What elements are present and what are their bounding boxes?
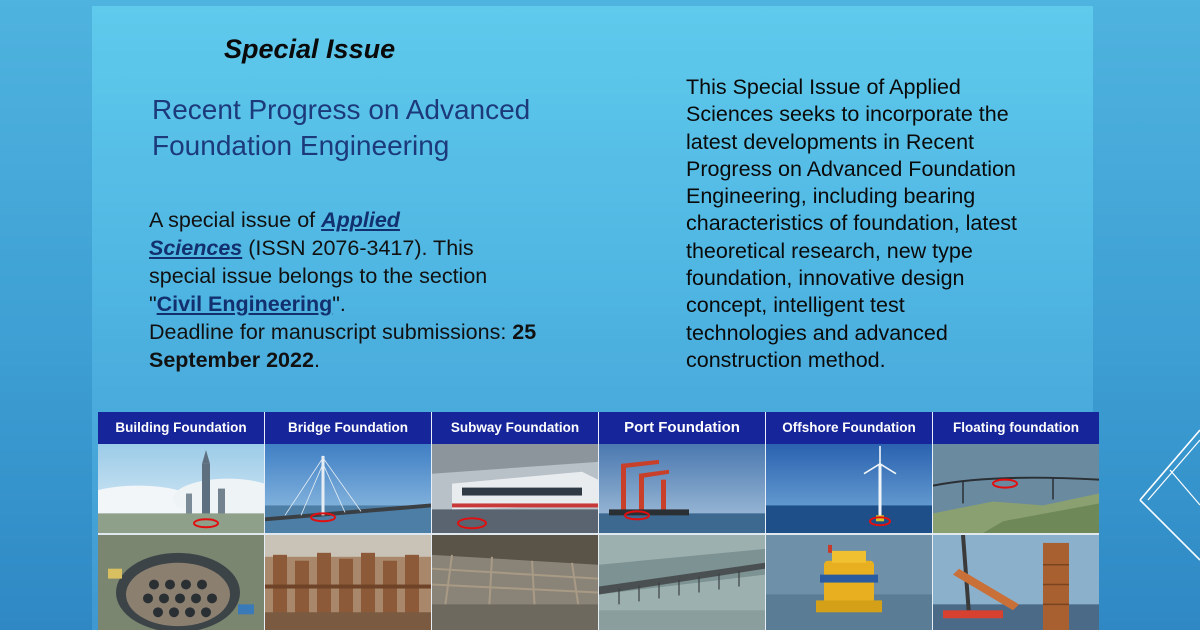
issue-prefix: A special issue of <box>149 208 322 232</box>
gallery-subway <box>431 412 598 630</box>
building-pit-photo <box>98 533 264 630</box>
category-label: Port Foundation <box>599 412 765 444</box>
gallery-bridge <box>264 412 431 630</box>
description-line: theoretical research, new type <box>686 238 973 263</box>
description-line: latest developments in Recent <box>686 129 975 154</box>
description-line: Engineering, including bearing <box>686 184 976 209</box>
special-issue-title <box>152 92 672 164</box>
description-line: characteristics of foundation, latest <box>686 211 1018 236</box>
category-label: Building Foundation <box>98 412 264 444</box>
gallery-port <box>598 412 765 630</box>
description-line: concept, intelligent test <box>686 293 905 318</box>
floating-pile-photo <box>933 533 1099 630</box>
offshore-platform-photo <box>766 533 932 630</box>
issn-text: (ISSN 2076-3417). This <box>242 236 474 260</box>
description-line: Progress on Advanced Foundation <box>686 156 1016 181</box>
bridge-piers-photo <box>265 533 431 630</box>
building-skyline-photo <box>98 444 264 533</box>
description-line: This Special Issue of Applied <box>686 75 961 99</box>
gallery-floating <box>932 412 1099 630</box>
floating-bridge-photo <box>933 444 1099 533</box>
journal-link[interactable]: Applied Sciences <box>149 208 400 260</box>
port-pier-photo <box>599 533 765 630</box>
deadline-label: Deadline for manuscript submissions: <box>149 320 513 344</box>
cable-bridge-photo <box>265 444 431 533</box>
gallery-building <box>98 412 264 630</box>
issue-description <box>686 74 1096 374</box>
category-label: Offshore Foundation <box>766 412 932 444</box>
foundation-gallery <box>98 412 1094 630</box>
section-text: special issue belongs to the section <box>149 264 488 288</box>
section-link[interactable]: Civil Engineering <box>156 292 333 316</box>
subway-train-photo <box>432 444 598 533</box>
deadline-day: 25 <box>512 320 537 344</box>
description-line: technologies and advanced <box>686 320 948 345</box>
deadline-date: September 2022 <box>149 348 314 372</box>
port-cranes-photo <box>599 444 765 533</box>
subway-tunnel-photo <box>432 533 598 630</box>
description-line: construction method. <box>686 347 886 372</box>
special-issue-label: Special Issue <box>224 34 396 64</box>
title-line: Recent Progress on Advanced <box>152 94 531 125</box>
description-line: foundation, innovative design <box>686 266 965 291</box>
title-line: Foundation Engineering <box>152 130 450 161</box>
decorative-lines <box>1100 0 1200 630</box>
wind-turbine-photo <box>766 444 932 533</box>
description-line: Sciences seeks to incorporate the <box>686 102 1009 127</box>
category-label: Bridge Foundation <box>265 412 431 444</box>
category-label: Floating foundation <box>933 412 1099 444</box>
category-label: Subway Foundation <box>432 412 598 444</box>
gallery-offshore <box>765 412 932 630</box>
issue-info-text: A special issue of Applied Sciences (ISSN 2076-3417). This special issue belongs to the section "Civil Engineering". Deadline for manuscript submissions: 25 September 2022. <box>149 208 537 372</box>
